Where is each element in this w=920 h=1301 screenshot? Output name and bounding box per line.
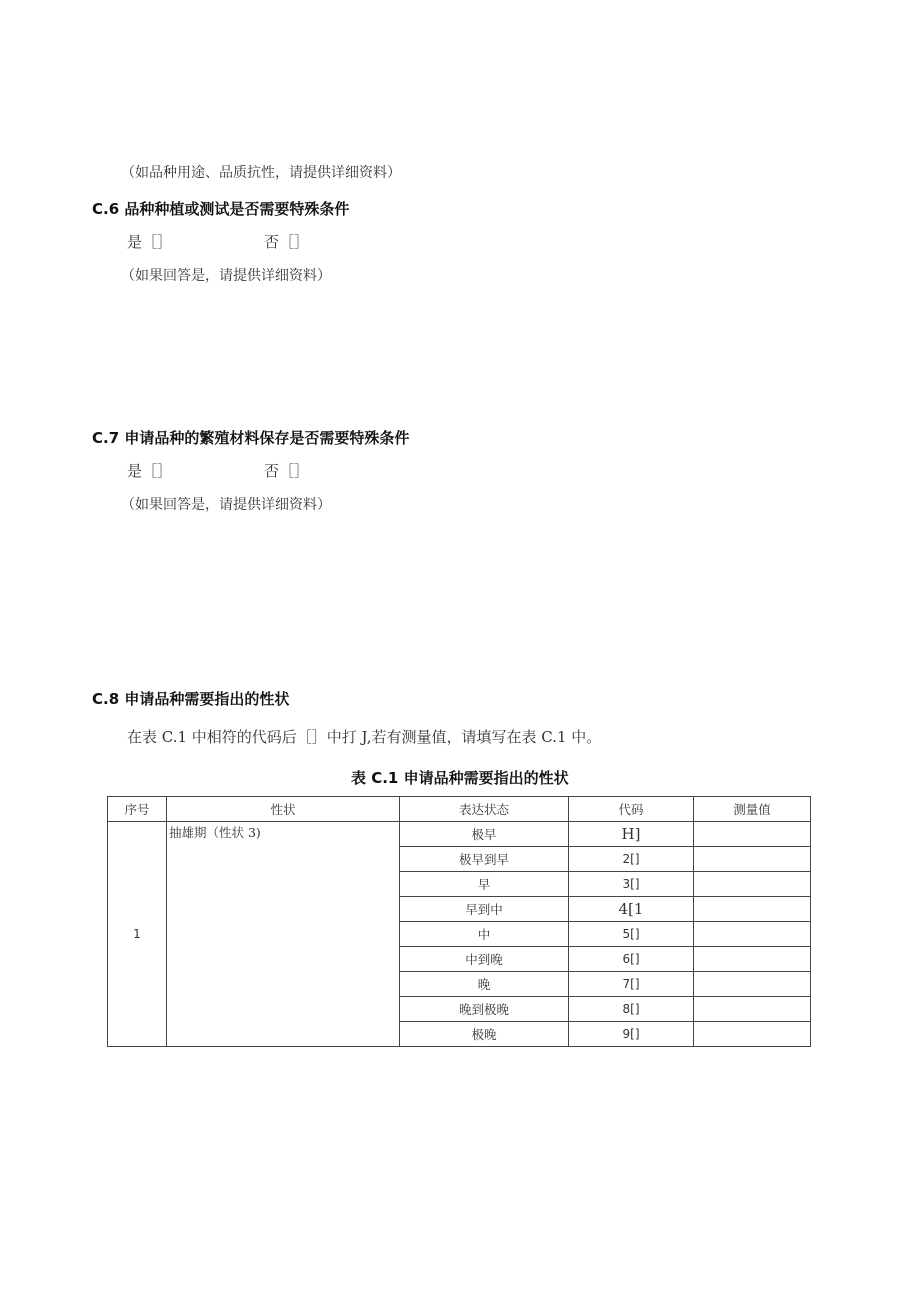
- c7-yes-option[interactable]: 是［］: [127, 462, 173, 480]
- code-checkbox[interactable]: 2[]: [569, 847, 694, 872]
- code-checkbox[interactable]: 7[]: [569, 972, 694, 997]
- state-cell: 极晚: [400, 1022, 569, 1047]
- c6-yes-option[interactable]: 是［］: [127, 233, 173, 251]
- code-checkbox[interactable]: H]: [569, 822, 694, 847]
- value-cell[interactable]: [694, 872, 811, 897]
- code-checkbox[interactable]: 4[1: [569, 897, 694, 922]
- header-state: 表达状态: [400, 797, 569, 822]
- state-cell: 中: [400, 922, 569, 947]
- c8-instruction: 在表 C.1 中相符的代码后［］中打 J,若有测量值，请填写在表 C.1 中。: [127, 728, 602, 746]
- value-cell[interactable]: [694, 997, 811, 1022]
- code-checkbox[interactable]: 3[]: [569, 872, 694, 897]
- value-cell[interactable]: [694, 897, 811, 922]
- code-checkbox[interactable]: 8[]: [569, 997, 694, 1022]
- state-cell: 晚到极晚: [400, 997, 569, 1022]
- value-cell[interactable]: [694, 822, 811, 847]
- header-code: 代码: [569, 797, 694, 822]
- c5-note: （如品种用途、品质抗性，请提供详细资料）: [121, 165, 401, 181]
- state-cell: 早到中: [400, 897, 569, 922]
- trait-cell: 抽雄期（性状 3): [167, 822, 400, 1047]
- c7-no-option[interactable]: 否［］: [264, 462, 310, 480]
- code-checkbox[interactable]: 9[]: [569, 1022, 694, 1047]
- state-cell: 极早到早: [400, 847, 569, 872]
- value-cell[interactable]: [694, 1022, 811, 1047]
- state-cell: 极早: [400, 822, 569, 847]
- code-checkbox[interactable]: 6[]: [569, 947, 694, 972]
- table-row: [108, 822, 811, 847]
- table-header-row: [108, 797, 811, 822]
- c6-note: （如果回答是，请提供详细资料）: [121, 268, 331, 284]
- table-caption: 表 C.1 申请品种需要指出的性状: [351, 769, 569, 787]
- header-seq: 序号: [108, 797, 167, 822]
- value-cell[interactable]: [694, 972, 811, 997]
- seq-cell: 1: [108, 822, 167, 1047]
- c6-heading: C.6 品种种植或测试是否需要特殊条件: [92, 200, 350, 218]
- header-trait: 性状: [167, 797, 400, 822]
- c7-note: （如果回答是，请提供详细资料）: [121, 497, 331, 513]
- state-cell: 早: [400, 872, 569, 897]
- c6-no-option[interactable]: 否［］: [264, 233, 310, 251]
- value-cell[interactable]: [694, 847, 811, 872]
- header-value: 测量值: [694, 797, 811, 822]
- value-cell[interactable]: [694, 947, 811, 972]
- c8-heading: C.8 申请品种需要指出的性状: [92, 690, 290, 708]
- code-checkbox[interactable]: 5[]: [569, 922, 694, 947]
- traits-table: [107, 796, 811, 1047]
- state-cell: 中到晚: [400, 947, 569, 972]
- c7-heading: C.7 申请品种的繁殖材料保存是否需要特殊条件: [92, 429, 410, 447]
- value-cell[interactable]: [694, 922, 811, 947]
- state-cell: 晚: [400, 972, 569, 997]
